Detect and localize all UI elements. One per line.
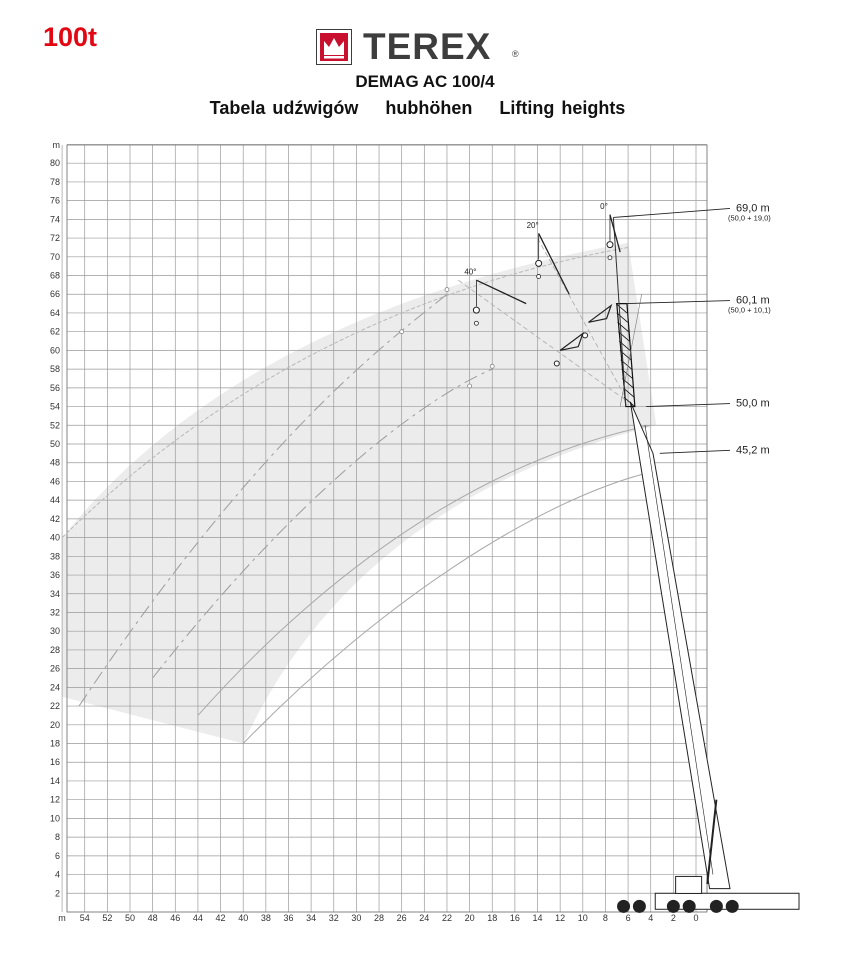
x-tick-label: 2 — [670, 913, 676, 923]
carrier-wheel — [667, 900, 680, 913]
y-tick-label: 64 — [49, 307, 60, 318]
x-axis-unit: m — [58, 913, 66, 923]
y-tick-label: 38 — [49, 551, 60, 562]
y-tick-label: 36 — [49, 570, 60, 581]
x-tick-label: 24 — [419, 913, 430, 923]
y-tick-label: 2 — [54, 888, 60, 899]
hook-icon — [583, 333, 588, 338]
jib-angle-label: 20° — [526, 220, 539, 230]
jib-angle-label: 40° — [464, 267, 477, 277]
x-tick-label: 16 — [509, 913, 520, 923]
y-tick-label: 78 — [49, 176, 60, 187]
x-tick-label: 34 — [306, 913, 317, 923]
y-tick-label: 32 — [49, 607, 60, 618]
y-tick-label: 12 — [49, 794, 60, 805]
hook-block-icon — [607, 242, 613, 248]
x-tick-label: 4 — [648, 913, 654, 923]
boom-config-annotation — [626, 295, 771, 315]
curve-marker — [468, 384, 472, 388]
y-tick-label: 72 — [49, 233, 60, 244]
carrier-wheel — [617, 900, 630, 913]
boom-length-label: 50,0 m — [736, 397, 770, 410]
y-tick-label: 46 — [49, 476, 60, 487]
y-tick-label: 18 — [49, 738, 60, 749]
y-tick-label: 44 — [49, 495, 60, 506]
x-tick-label: 46 — [170, 913, 181, 923]
boom-config-annotation — [660, 444, 770, 456]
x-tick-label: 52 — [102, 913, 113, 923]
curve-marker — [400, 330, 404, 334]
carrier-cab — [676, 876, 702, 893]
boom-composition-label: (50,0 + 19,0) — [728, 213, 771, 223]
x-tick-label: 6 — [625, 913, 631, 923]
boom-length-label: 69,0 m — [736, 202, 770, 215]
curve-marker — [490, 364, 494, 368]
carrier-wheel — [710, 900, 723, 913]
x-tick-label: 8 — [602, 913, 608, 923]
y-tick-label: 42 — [49, 513, 60, 524]
y-tick-label: 26 — [49, 663, 60, 674]
x-tick-label: 26 — [396, 913, 407, 923]
subtitle-english: Lifting heights — [499, 98, 626, 118]
jib-angle-label: 0° — [600, 202, 608, 212]
y-tick-label: 34 — [49, 588, 60, 599]
y-tick-label: 10 — [49, 813, 60, 824]
y-tick-label: 14 — [49, 775, 60, 786]
x-tick-label: 30 — [351, 913, 362, 923]
y-tick-label: 70 — [49, 251, 60, 262]
crane-drawing — [613, 217, 799, 912]
y-tick-label: 76 — [49, 195, 60, 206]
y-tick-label: 30 — [49, 626, 60, 637]
model-title: DEMAG AC 100/4 — [355, 72, 495, 91]
y-tick-label: 80 — [49, 158, 60, 169]
carrier-wheel — [726, 900, 739, 913]
x-tick-label: 32 — [328, 913, 339, 923]
y-tick-label: 8 — [54, 832, 60, 843]
boom-length-label: 60,1 m — [736, 294, 770, 307]
y-tick-label: 48 — [49, 457, 60, 468]
subtitle-german: hubhöhen — [385, 98, 473, 118]
y-tick-label: 6 — [54, 850, 60, 861]
y-tick-label: 22 — [49, 701, 60, 712]
y-tick-label: 50 — [49, 439, 60, 449]
curve-marker — [445, 288, 449, 292]
subtitle-polish: Tabela udźwigów — [209, 98, 359, 118]
x-tick-label: 12 — [555, 913, 566, 923]
x-tick-label: 48 — [147, 913, 158, 923]
x-tick-label: 40 — [238, 913, 249, 923]
y-tick-label: 16 — [49, 757, 60, 768]
leader-line — [646, 404, 730, 407]
hook-icon — [554, 361, 559, 366]
y-tick-label: 56 — [49, 382, 60, 393]
x-tick-label: 50 — [124, 913, 136, 923]
y-tick-label: 4 — [54, 869, 60, 880]
leader-line — [613, 208, 730, 217]
hook-block-icon — [473, 307, 479, 313]
brand-name: TEREX — [363, 26, 492, 67]
x-tick-label: 36 — [283, 913, 294, 923]
y-tick-label: 28 — [49, 644, 60, 655]
leader-line — [626, 301, 730, 304]
boom-composition-label: (50,0 + 10,1) — [728, 305, 771, 315]
y-tick-label: 24 — [49, 682, 60, 693]
hook-icon — [537, 274, 541, 278]
x-tick-label: 14 — [532, 913, 543, 923]
x-tick-label: 0 — [693, 913, 699, 923]
y-tick-label: 40 — [49, 532, 60, 543]
x-tick-label: 38 — [260, 913, 271, 923]
x-tick-label: 18 — [487, 913, 498, 923]
y-tick-label: 54 — [49, 401, 60, 412]
hook-block-icon — [536, 260, 542, 266]
carrier-wheel — [683, 900, 696, 913]
x-tick-label: 28 — [374, 913, 385, 923]
hook-icon — [608, 256, 612, 260]
carrier-wheel — [633, 900, 646, 913]
y-tick-label: 62 — [49, 326, 60, 337]
capacity-label: 100t — [43, 22, 98, 52]
x-tick-label: 22 — [441, 913, 452, 923]
y-tick-label: 60 — [49, 345, 60, 356]
x-tick-label: 54 — [79, 913, 90, 923]
y-tick-label: 20 — [49, 719, 60, 730]
hook-icon — [474, 321, 478, 325]
y-tick-label: 74 — [49, 214, 60, 225]
y-tick-label: 68 — [49, 270, 60, 281]
y-tick-label: 66 — [49, 289, 60, 300]
registered-mark: ® — [512, 49, 519, 59]
x-tick-label: 20 — [464, 913, 475, 923]
leader-line — [660, 450, 730, 453]
x-tick-label: 42 — [215, 913, 226, 923]
y-axis-unit: m — [52, 140, 60, 150]
main-boom — [630, 402, 730, 889]
y-tick-label: 52 — [49, 420, 60, 431]
boom-config-annotation — [646, 398, 769, 410]
x-tick-label: 44 — [192, 913, 203, 923]
x-tick-label: 10 — [577, 913, 588, 923]
boom-length-label: 45,2 m — [736, 444, 770, 457]
y-tick-label: 58 — [49, 364, 60, 375]
